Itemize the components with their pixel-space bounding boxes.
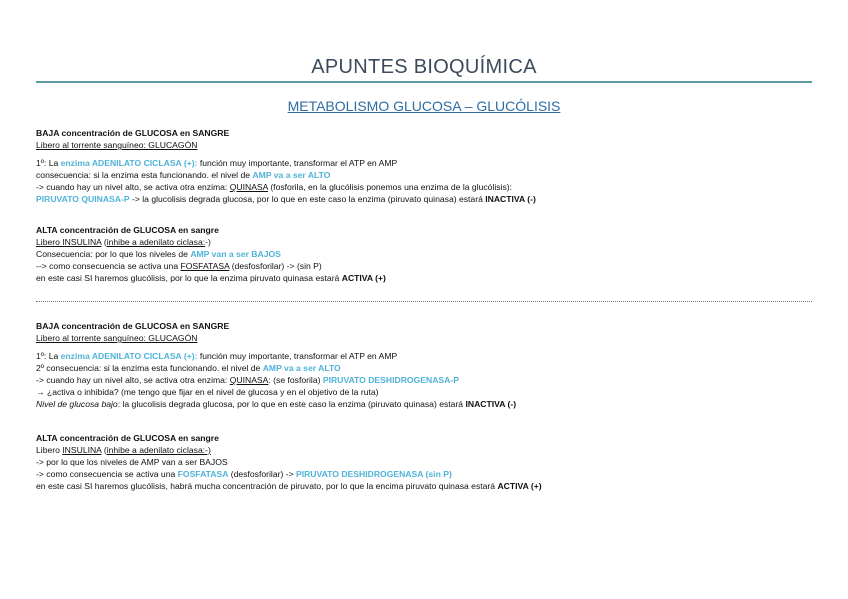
highlight: enzima ADENILATO CICLASA (+): — [60, 158, 198, 168]
text: 2º consecuencia: si la enzima esta funcionando. el nivel de — [36, 363, 263, 373]
section1-baja-line4 — [36, 193, 816, 205]
text: función muy importante, transformar el ATP en AMP — [197, 351, 398, 361]
text: en este casi SI haremos glucólisis, por lo que la enzima piruvato quinasa estará — [36, 273, 342, 283]
highlight: PIRUVATO DESHIDROGENASA (sin P) — [295, 469, 452, 479]
text: (desfosforilar) -> (sin P) — [229, 261, 322, 271]
bold-text: INACTIVA (-) — [465, 399, 517, 409]
text: -) — [205, 237, 211, 247]
text: -> la glucolisis degrada glucosa, por lo que en este caso la enzima (piruvato quinasa) estará — [129, 194, 486, 204]
highlight: PIRUVATO DESHIDROGENASA-P — [322, 375, 459, 385]
section1-alta-line2 — [36, 248, 816, 260]
text: (fosforila, en la glucólisis ponemos una enzima de la glucólisis): — [267, 182, 513, 192]
text: (desfosforilar) -> — [228, 469, 296, 479]
text: -> cuando hay un nivel alto, se activa otra enzima: — [36, 375, 230, 385]
section2-baja — [36, 320, 816, 410]
section2-alta-line3 — [36, 468, 816, 480]
text: Consecuencia: por lo que los niveles de — [36, 249, 191, 259]
section2-baja-libero: Libero al torrente sanguíneo: GLUCAGÓN — [36, 333, 198, 343]
section1-alta-line4 — [36, 272, 816, 284]
section1-baja-line1 — [36, 157, 816, 169]
underlined-text: QUINASA — [229, 182, 268, 192]
text: -> como consecuencia se activa una — [36, 469, 178, 479]
page-title: APUNTES BIOQUÍMICA — [311, 56, 537, 78]
section2-alta-line2: -> por lo que los niveles de AMP van a ser BAJOS — [36, 457, 228, 467]
bold-text: ACTIVA (+) — [341, 273, 386, 283]
text: función muy importante, transformar el ATP en AMP — [197, 158, 398, 168]
section2-baja-line1 — [36, 350, 816, 362]
bold-text: ACTIVA (+) — [497, 481, 542, 491]
dotted-divider — [36, 301, 812, 302]
section2-baja-line5 — [36, 398, 816, 410]
section2-alta-line4 — [36, 480, 816, 492]
section1-alta-line1 — [36, 236, 816, 248]
underlined-text: FOSFATASA — [180, 261, 230, 271]
underlined-text: INSULINA — [62, 445, 102, 455]
highlight: enzima ADENILATO CICLASA (+): — [60, 351, 198, 361]
text: en este casi SI haremos glucólisis, habrá mucha concentración de piruvato, por lo que la encima piruvato quinasa estará — [36, 481, 498, 491]
underlined-text: Libero INSULINA — [36, 237, 102, 247]
section2-alta-line1 — [36, 444, 816, 456]
section1-baja-line3 — [36, 181, 816, 193]
highlight: PIRUVATO QUINASA-P — [36, 194, 130, 204]
text: 1º: La — [36, 158, 61, 168]
section1-alta-line3 — [36, 260, 816, 272]
text: --> como consecuencia se activa una — [36, 261, 181, 271]
highlight: AMP van a ser BAJOS — [190, 249, 281, 259]
title-underline — [36, 81, 812, 83]
text: ( — [101, 237, 107, 247]
text: Libero — [36, 445, 63, 455]
section1-baja-libero: Libero al torrente sanguíneo: GLUCAGÓN — [36, 140, 198, 150]
highlight: AMP va a ser ALTO — [262, 363, 341, 373]
bold-text: INACTIVA (-) — [485, 194, 536, 204]
section2-baja-line3 — [36, 374, 816, 386]
section1-baja-line2 — [36, 169, 816, 181]
highlight: FOSFATASA — [177, 469, 229, 479]
section2-alta — [36, 432, 816, 492]
section1-alta — [36, 224, 816, 284]
text: ( — [101, 445, 107, 455]
underlined-text: inhibe a adenilato ciclasa: — [106, 237, 206, 247]
text: consecuencia: si la enzima esta funcionando. el nivel de — [36, 170, 253, 180]
italic-text: Nivel de glucosa bajo — [36, 399, 118, 409]
text: -> cuando hay un nivel alto, se activa otra enzima: — [36, 182, 230, 192]
section1-alta-heading: ALTA concentración de GLUCOSA en sangre — [36, 225, 219, 235]
section2-alta-heading: ALTA concentración de GLUCOSA en sangre — [36, 433, 219, 443]
text: 1º: La — [36, 351, 61, 361]
section1-baja — [36, 127, 816, 205]
section2-baja-line2 — [36, 362, 816, 374]
section1-baja-heading: BAJA concentración de GLUCOSA en SANGRE — [36, 128, 230, 138]
section2-baja-heading: BAJA concentración de GLUCOSA en SANGRE — [36, 321, 230, 331]
highlight: AMP va a ser ALTO — [252, 170, 331, 180]
text: : (se fosforila) — [268, 375, 323, 385]
underlined-text: inhibe a adenilato ciclasa:-) — [106, 445, 211, 455]
page-subtitle: METABOLISMO GLUCOSA – GLUCÓLISIS — [287, 98, 561, 114]
text: : la glucolisis degrada glucosa, por lo que en este caso la enzima (piruvato quinasa) estará — [117, 399, 466, 409]
underlined-text: QUINASA — [229, 375, 269, 385]
section2-baja-line4: → ¿activa o inhibida? (me tengo que fijar en el nivel de glucosa y en el objetivo de la ruta) — [36, 387, 379, 397]
